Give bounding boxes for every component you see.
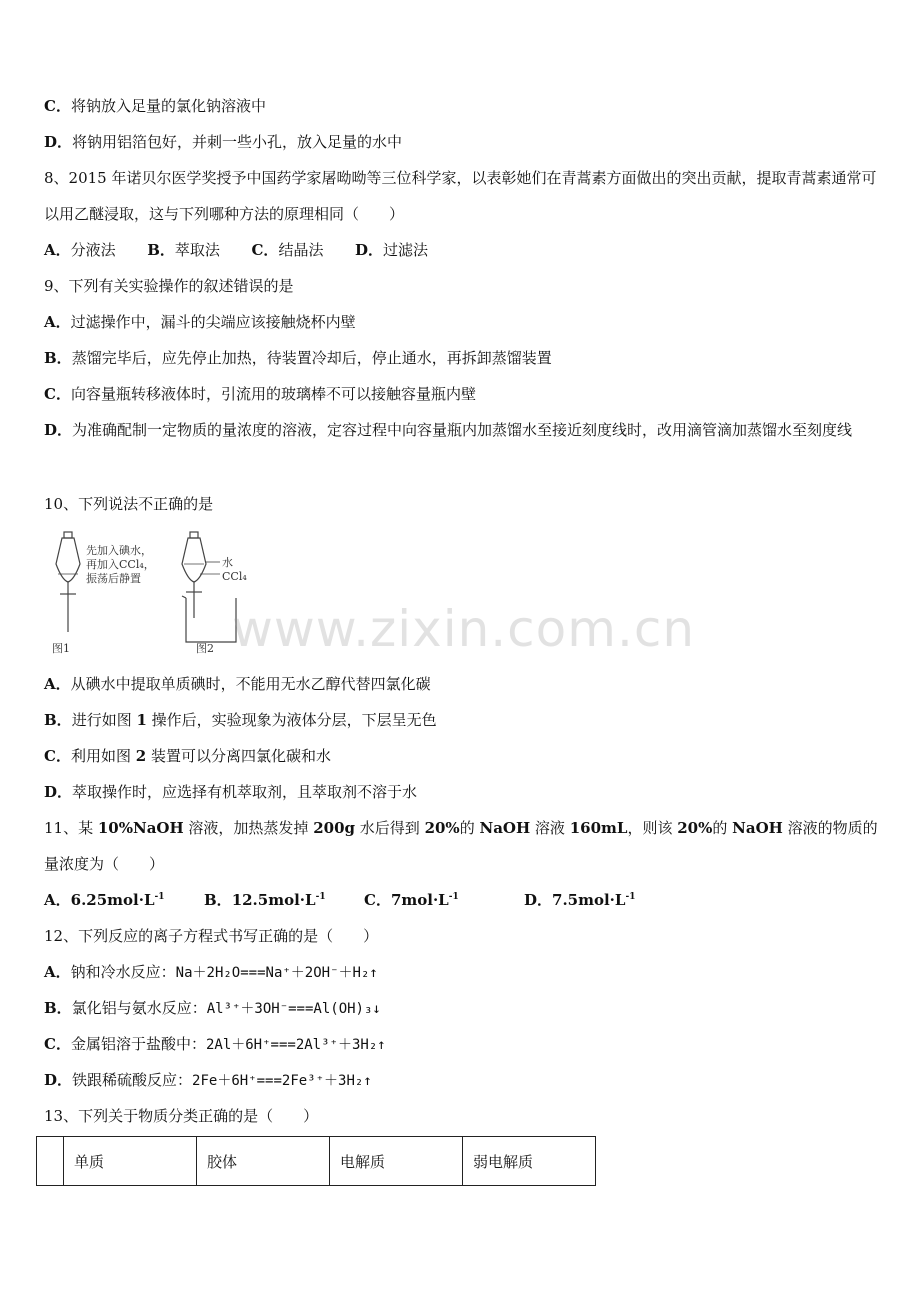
q9-option-d: D．为准确配制一定物质的量浓度的溶液，定容过程中向容量瓶内加蒸馏水至接近刻度线时，改用滴管滴加蒸馏水至刻度线 — [44, 421, 853, 439]
table-header-cell: 胶体 — [197, 1137, 330, 1186]
fig2-label: 图2 — [196, 642, 214, 655]
q12-option-c: C．金属铝溶于盐酸中：2Al＋6H⁺===2Al³⁺＋3H₂↑ — [44, 1035, 386, 1053]
q10-option-c: C．利用如图 2 装置可以分离四氯化碳和水 — [44, 747, 331, 765]
table-header-cell — [37, 1137, 64, 1186]
q10-option-a: A．从碘水中提取单质碘时，不能用无水乙醇代替四氯化碳 — [44, 675, 431, 693]
table-header-cell: 弱电解质 — [463, 1137, 596, 1186]
watermark: www.zixin.com.cn — [232, 600, 696, 658]
q9-option-a: A．过滤操作中，漏斗的尖端应该接触烧杯内壁 — [44, 313, 356, 331]
q9-option-c: C．向容量瓶转移液体时，引流用的玻璃棒不可以接触容量瓶内壁 — [44, 385, 476, 403]
q11-option-b: B．$12.5mol\cdot L^{-1}$ — [204, 891, 326, 909]
q11-option-d: D．$7.5mol\cdot L^{-1}$ — [524, 891, 636, 909]
fig2-funnel — [182, 532, 220, 618]
q10-stem: 10、下列说法不正确的是 — [44, 495, 214, 513]
q12-stem: 12、下列反应的离子方程式书写正确的是（ ） — [44, 927, 379, 945]
q9-stem: 9、下列有关实验操作的叙述错误的是 — [44, 277, 294, 295]
fig1-label: 图1 — [52, 642, 70, 655]
q8-stem: 8、2015 年诺贝尔医学奖授予中国药学家屠呦呦等三位科学家，以表彰她们在青蒿素方面做出的突出贡献，提取青蒿素通常可以用乙醚浸取，这与下列哪种方法的原理相同（ ） — [44, 169, 877, 223]
fig1-text-2: 再加入CCl₄， — [86, 558, 155, 571]
q11-option-c: C．$7mol\cdot L^{-1}$ — [364, 891, 459, 909]
fig1-text-1: 先加入碘水， — [86, 544, 152, 557]
q13-table — [36, 1136, 596, 1186]
q13-stem: 13、下列关于物质分类正确的是（ ） — [44, 1107, 319, 1125]
q10-option-d: D．萃取操作时，应选择有机萃取剂，且萃取剂不溶于水 — [44, 783, 418, 801]
table-header-row — [37, 1137, 596, 1186]
fig1-text-3: 振荡后静置 — [86, 572, 141, 585]
q7-option-d: D．将钠用铝箔包好，并刺一些小孔，放入足量的水中 — [44, 133, 403, 151]
q12-option-b: B．氯化铝与氨水反应：Al³⁺＋3OH⁻===Al(OH)₃↓ — [44, 999, 381, 1017]
table-header-cell: 单质 — [64, 1137, 197, 1186]
q7-option-c: C．将钠放入足量的氯化钠溶液中 — [44, 97, 266, 115]
q11-option-a: A．$6.25mol\cdot L^{-1}$ — [44, 891, 165, 909]
q10-option-b: B．进行如图 1 操作后，实验现象为液体分层，下层呈无色 — [44, 711, 437, 729]
fig2-beaker — [182, 596, 236, 642]
q12-option-a: A．钠和冷水反应：Na＋2H₂O===Na⁺＋2OH⁻＋H₂↑ — [44, 963, 378, 981]
q11-options — [44, 888, 884, 912]
q8-options: A．分液法 B．萃取法 C．结晶法 D．过滤法 — [44, 241, 429, 259]
q9-option-b: B．蒸馏完毕后，应先停止加热，待装置冷却后，停止通水，再拆卸蒸馏装置 — [44, 349, 552, 367]
fig1-funnel — [56, 532, 80, 632]
fig2-text-ccl4: CCl₄ — [222, 570, 247, 583]
q11-stem: 11、某 10%NaOH 溶液，加热蒸发掉 200g 水后得到 20%的 NaOH 溶液 160mL，则该 20%的 NaOH 溶液的物质的量浓度为（ ） — [44, 819, 878, 873]
q12-option-d: D．铁跟稀硫酸反应：2Fe＋6H⁺===2Fe³⁺＋3H₂↑ — [44, 1071, 372, 1089]
fig2-text-water: 水 — [222, 556, 233, 569]
table-header-cell: 电解质 — [330, 1137, 463, 1186]
